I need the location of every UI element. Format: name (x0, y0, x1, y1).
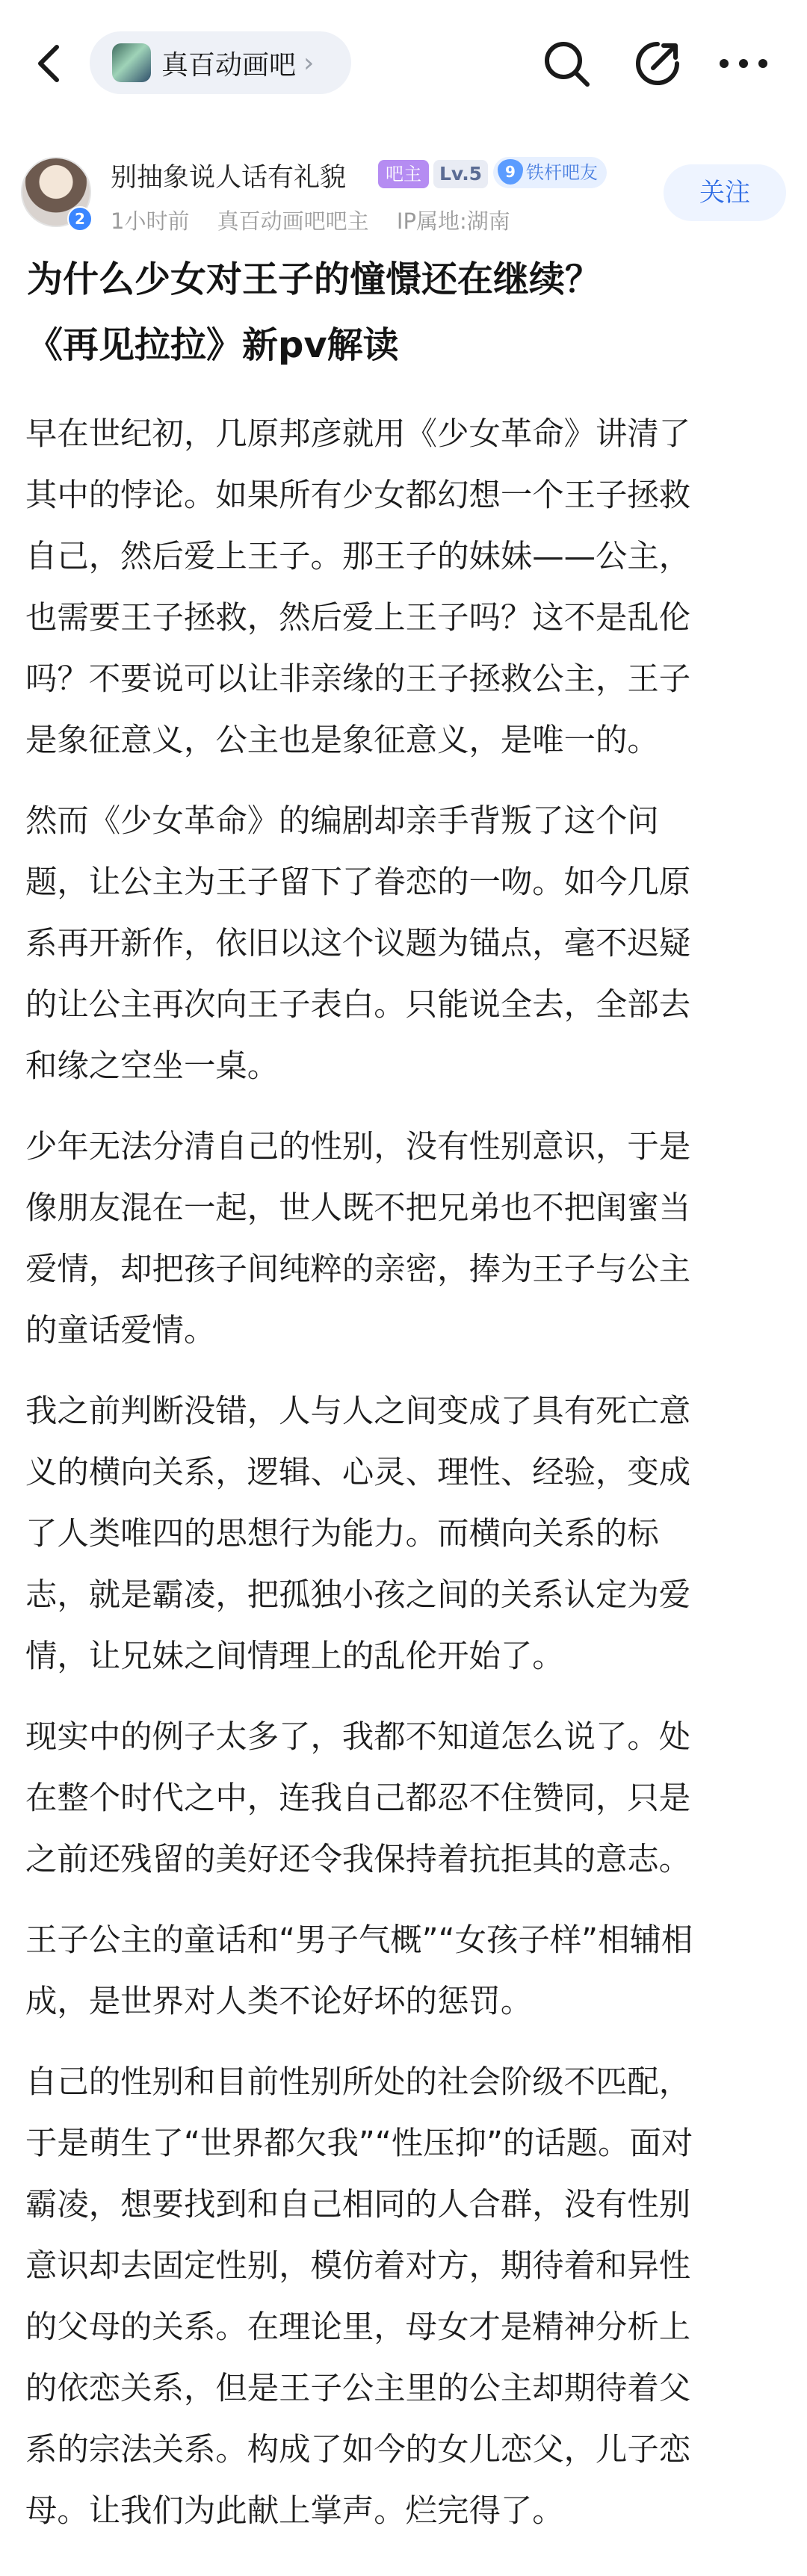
paragraph (25, 2052, 783, 2542)
gem-icon: 9 (498, 159, 523, 185)
post-meta (111, 205, 531, 235)
text-line: 意识却去固定性别，模仿着对方，期待着和异性 (25, 2247, 691, 2284)
post-title (27, 247, 782, 378)
text-line: 现实中的例子太多了，我都不知道怎么说了。处 (25, 1718, 691, 1755)
more-button[interactable] (714, 34, 773, 93)
paragraph (25, 790, 783, 1097)
forum-avatar (112, 43, 151, 82)
text-line: 情，让兄妹之间情理上的乱伦开始了。 (25, 1638, 564, 1674)
title-line: 为什么少女对王子的憧憬还在继续？ (27, 258, 602, 300)
fan-badge-label: 铁杆吧友 (526, 162, 598, 183)
text-line: 的父母的关系。在理论里，母女才是精神分析上 (25, 2309, 691, 2345)
text-line: 系再开新作，依旧以这个议题为锚点，毫不迟疑 (25, 925, 691, 962)
more-dots-icon (714, 34, 773, 93)
fan-badge (493, 157, 607, 188)
text-line: 志，就是霸凌，把孤独小孩之间的关系认定为爱 (25, 1576, 691, 1613)
post-time: 1小时前 (111, 208, 190, 234)
text-line: 于是萌生了“世界都欠我”“性压抑”的话题。面对 (25, 2125, 693, 2161)
level-badge: Lv.5 (433, 160, 488, 188)
text-line: 也需要王子拯救，然后爱上王子吗？这不是乱伦 (25, 599, 691, 636)
text-line: 在整个时代之中，连我自己都忍不住赞同，只是 (25, 1780, 691, 1816)
text-line: 然而《少女革命》的编剧却亲手背叛了这个问 (25, 802, 659, 839)
text-line: 母。让我们为此献上掌声。烂完得了。 (25, 2492, 564, 2529)
forum-name: 真百动画吧 (161, 49, 297, 81)
text-line: 的让公主再次向王子表白。只能说全去，全部去 (25, 986, 691, 1023)
text-line: 吗？不要说可以让非亲缘的王子拯救公主，王子 (25, 660, 691, 697)
text-line: 像朋友混在一起，世人既不把兄弟也不把闺蜜当 (25, 1189, 691, 1226)
text-line: 之前还残留的美好还令我保持着抗拒其的意志。 (25, 1841, 691, 1877)
paragraph (25, 1116, 783, 1361)
search-icon (537, 34, 596, 93)
author-role: 真百动画吧吧主 (217, 208, 369, 234)
admin-badge: 吧主 (378, 160, 429, 188)
paragraph (25, 1910, 783, 2032)
paragraph (25, 1706, 783, 1890)
author-name[interactable]: 别抽象说人话有礼貌 (111, 163, 347, 193)
share-button[interactable] (628, 34, 687, 93)
author-row (0, 149, 807, 247)
text-line: 王子公主的童话和“男子气概”“女孩子样”相辅相 (25, 1922, 693, 1958)
text-line: 和缘之空坐一桌。 (25, 1047, 279, 1084)
back-arrow-icon (30, 34, 67, 93)
ip-location: IP属地:湖南 (396, 208, 510, 234)
text-line: 的依恋关系，但是王子公主里的公主却期待着父 (25, 2370, 691, 2406)
text-line: 题，让公主为王子留下了眷恋的一吻。如今几原 (25, 864, 691, 900)
text-line: 成，是世界对人类不论好坏的惩罚。 (25, 1983, 533, 2019)
text-line: 少年无法分清自己的性别，没有性别意识，于是 (25, 1128, 691, 1165)
text-line: 其中的悖论。如果所有少女都幻想一个王子拯救 (25, 477, 691, 513)
text-line: 义的横向关系，逻辑、心灵、理性、经验，变成 (25, 1454, 691, 1490)
text-line: 早在世纪初，几原邦彦就用《少女革命》讲清了 (25, 415, 691, 452)
search-button[interactable] (537, 34, 596, 93)
text-line: 是象征意义，公主也是象征意义，是唯一的。 (25, 722, 659, 758)
post-content (25, 403, 783, 2561)
text-line: 自己的性别和目前性别所处的社会阶级不匹配， (25, 2063, 691, 2100)
back-button[interactable] (30, 34, 67, 93)
chevron-right-icon: › (303, 47, 315, 78)
text-line: 爱情，却把孩子间纯粹的亲密，捧为王子与公主 (25, 1251, 691, 1287)
forum-chip[interactable] (90, 31, 351, 94)
text-line: 霸凌，想要找到和自己相同的人合群，没有性别 (25, 2186, 691, 2223)
paragraph (25, 403, 783, 771)
top-bar (0, 0, 807, 127)
paragraph (25, 1381, 783, 1687)
text-line: 系的宗法关系。构成了如今的女儿恋父，儿子恋 (25, 2431, 691, 2468)
title-line: 《再见拉拉》新pv解读 (27, 324, 399, 366)
text-line: 我之前判断没错，人与人之间变成了具有死亡意 (25, 1393, 691, 1429)
text-line: 的童话爱情。 (25, 1312, 216, 1349)
text-line: 自己，然后爱上王子。那王子的妹妹——公主， (25, 538, 691, 575)
follow-button[interactable]: 关注 (664, 164, 786, 221)
share-icon (628, 34, 687, 93)
avatar-level-badge: 2 (67, 206, 93, 232)
text-line: 了人类唯四的思想行为能力。而横向关系的标 (25, 1515, 659, 1552)
